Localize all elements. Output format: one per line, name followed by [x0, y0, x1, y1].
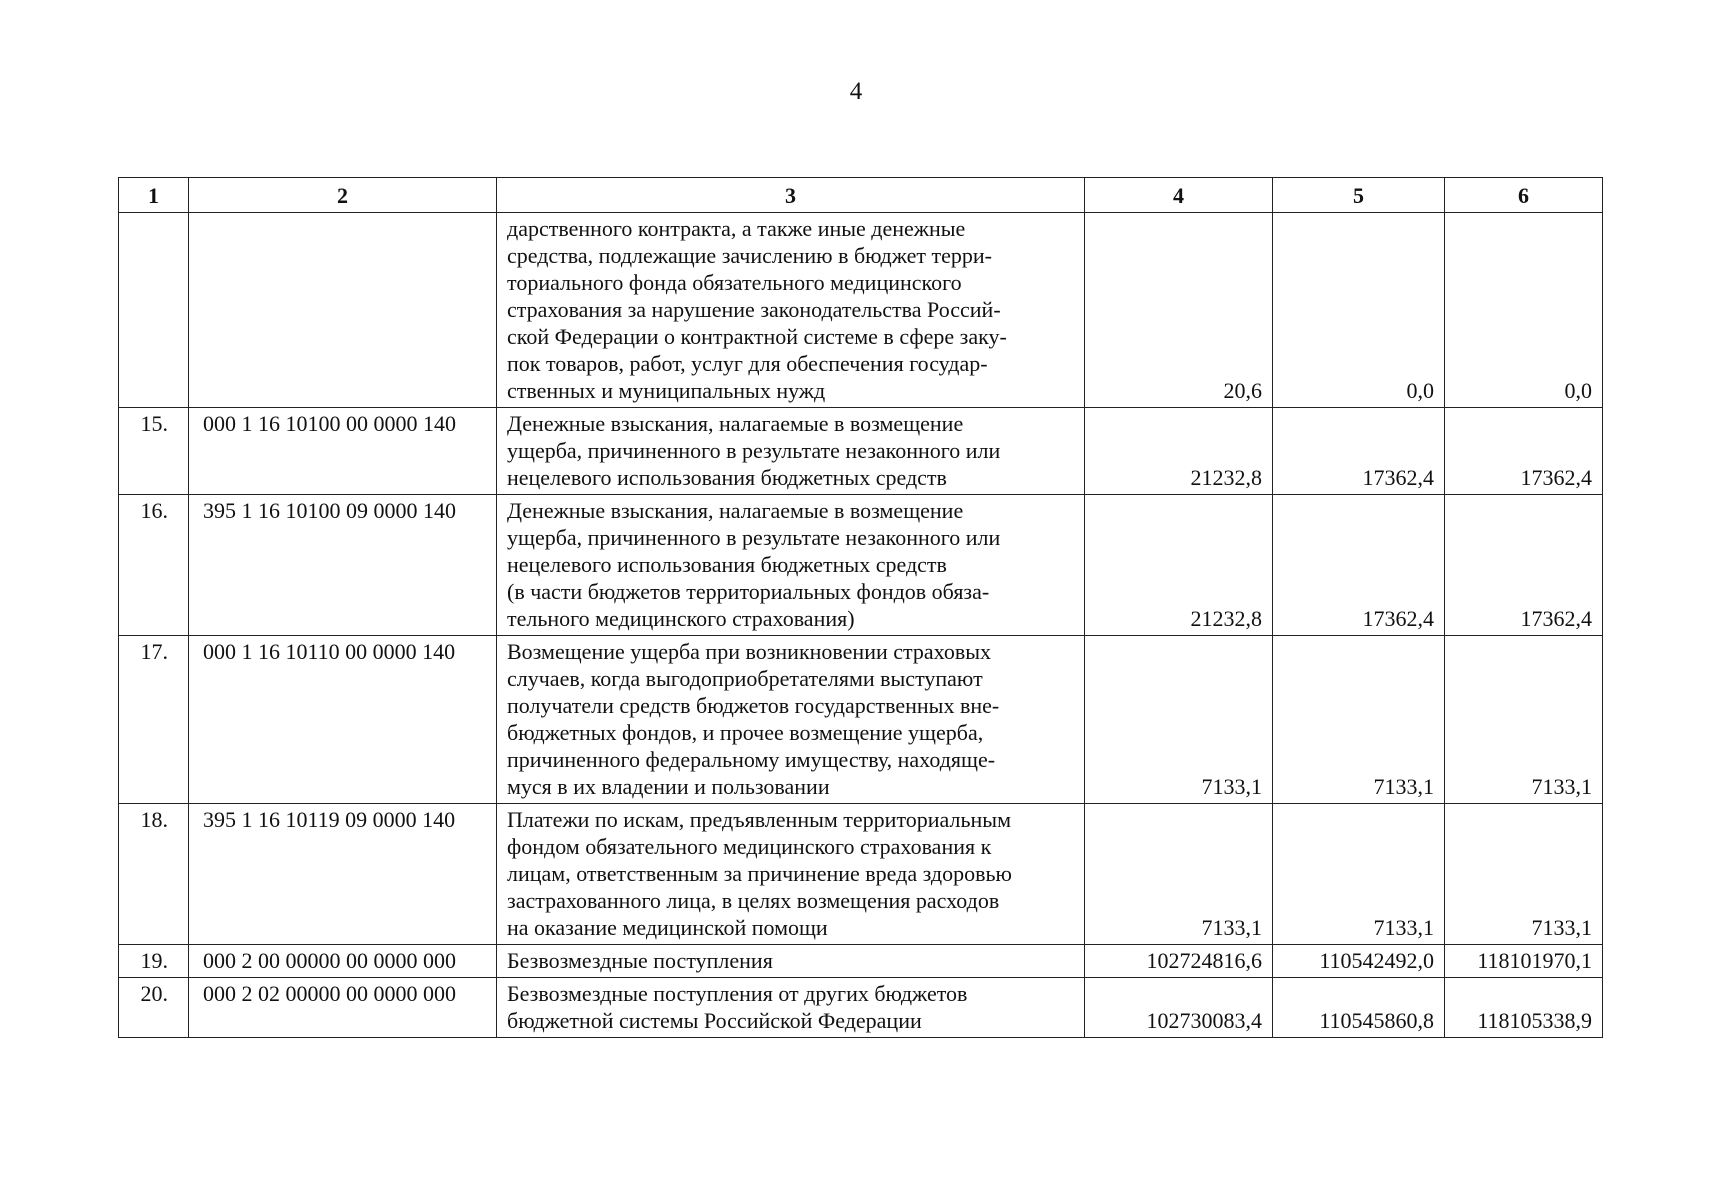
description-line: ториального фонда обязательного медицинского — [507, 270, 962, 295]
value-col-5: 0,0 — [1273, 213, 1445, 408]
value-col-5: 17362,4 — [1273, 495, 1445, 636]
row-number: 15. — [119, 408, 189, 495]
description-line: нецелевого использования бюджетных средств — [507, 552, 947, 577]
value-col-6: 17362,4 — [1445, 495, 1603, 636]
description-line: ущерба, причиненного в результате незаконного или — [507, 525, 1001, 550]
row-number: 20. — [119, 978, 189, 1038]
header-col-2: 2 — [189, 178, 497, 213]
row-description — [497, 213, 1085, 408]
description-line: Платежи по искам, предъявленным территориальным — [507, 807, 1011, 832]
value-col-5: 7133,1 — [1273, 804, 1445, 945]
description-line: причиненного федеральному имуществу, находяще- — [507, 747, 996, 772]
description-line: случаев, когда выгодоприобретателями выступают — [507, 666, 983, 691]
table-header-row — [119, 178, 1603, 213]
value-col-5: 7133,1 — [1273, 636, 1445, 804]
description-line: средства, подлежащие зачислению в бюджет терри- — [507, 243, 992, 268]
classification-code: 000 1 16 10110 00 0000 140 — [189, 636, 497, 804]
description-line: нецелевого использования бюджетных средств — [507, 465, 947, 490]
classification-code: 000 2 02 00000 00 0000 000 — [189, 978, 497, 1038]
description-line: (в части бюджетов территориальных фондов обяза- — [507, 579, 990, 604]
description-line: тельного медицинского страхования) — [507, 606, 855, 631]
table-row — [119, 408, 1603, 495]
description-line: фондом обязательного медицинского страхования к — [507, 834, 992, 859]
value-col-4: 21232,8 — [1085, 408, 1273, 495]
description-line: ущерба, причиненного в результате незаконного или — [507, 438, 1001, 463]
classification-code: 395 1 16 10119 09 0000 140 — [189, 804, 497, 945]
value-col-4: 102724816,6 — [1085, 945, 1273, 978]
row-description — [497, 495, 1085, 636]
header-col-1: 1 — [119, 178, 189, 213]
revenue-table — [118, 177, 1603, 1038]
description-line: дарственного контракта, а также иные денежные — [507, 216, 966, 241]
description-line: получатели средств бюджетов государственных вне- — [507, 693, 1000, 718]
table-row — [119, 978, 1603, 1038]
classification-code: 000 1 16 10100 00 0000 140 — [189, 408, 497, 495]
page-number: 4 — [849, 78, 863, 105]
row-number: 18. — [119, 804, 189, 945]
description-line: Денежные взыскания, налагаемые в возмещение — [507, 411, 964, 436]
value-col-6: 7133,1 — [1445, 636, 1603, 804]
table-row — [119, 636, 1603, 804]
description-line: Безвозмездные поступления — [507, 948, 773, 973]
value-col-4: 102730083,4 — [1085, 978, 1273, 1038]
value-col-4: 20,6 — [1085, 213, 1273, 408]
description-line: Денежные взыскания, налагаемые в возмещение — [507, 498, 964, 523]
description-line: застрахованного лица, в целях возмещения расходов — [507, 888, 1000, 913]
row-description — [497, 804, 1085, 945]
value-col-6: 0,0 — [1445, 213, 1603, 408]
description-line: ственных и муниципальных нужд — [507, 378, 826, 403]
row-description — [497, 408, 1085, 495]
description-line: муся в их владении и пользовании — [507, 774, 830, 799]
description-line: страхования за нарушение законодательства Россий- — [507, 297, 1001, 322]
header-col-4: 4 — [1085, 178, 1273, 213]
description-line: Возмещение ущерба при возникновении страховых — [507, 639, 991, 664]
row-number — [119, 213, 189, 408]
description-line: лицам, ответственным за причинение вреда здоровью — [507, 861, 1012, 886]
classification-code: 395 1 16 10100 09 0000 140 — [189, 495, 497, 636]
value-col-6: 17362,4 — [1445, 408, 1603, 495]
value-col-6: 7133,1 — [1445, 804, 1603, 945]
row-description — [497, 636, 1085, 804]
description-line: на оказание медицинской помощи — [507, 915, 828, 940]
row-number: 17. — [119, 636, 189, 804]
value-col-4: 7133,1 — [1085, 804, 1273, 945]
description-line: бюджетных фондов, и прочее возмещение ущерба, — [507, 720, 984, 745]
value-col-5: 17362,4 — [1273, 408, 1445, 495]
table-row — [119, 945, 1603, 978]
value-col-6: 118101970,1 — [1445, 945, 1603, 978]
header-col-6: 6 — [1445, 178, 1603, 213]
table-row — [119, 495, 1603, 636]
value-col-5: 110542492,0 — [1273, 945, 1445, 978]
row-description — [497, 978, 1085, 1038]
classification-code — [189, 213, 497, 408]
row-description — [497, 945, 1085, 978]
description-line: ской Федерации о контрактной системе в сфере заку- — [507, 324, 1007, 349]
row-number: 19. — [119, 945, 189, 978]
description-line: бюджетной системы Российской Федерации — [507, 1008, 922, 1033]
header-col-3: 3 — [497, 178, 1085, 213]
classification-code: 000 2 00 00000 00 0000 000 — [189, 945, 497, 978]
value-col-5: 110545860,8 — [1273, 978, 1445, 1038]
table-row — [119, 213, 1603, 408]
description-line: пок товаров, работ, услуг для обеспечения государ- — [507, 351, 988, 376]
value-col-4: 21232,8 — [1085, 495, 1273, 636]
row-number: 16. — [119, 495, 189, 636]
value-col-6: 118105338,9 — [1445, 978, 1603, 1038]
header-col-5: 5 — [1273, 178, 1445, 213]
table-row — [119, 804, 1603, 945]
value-col-4: 7133,1 — [1085, 636, 1273, 804]
description-line: Безвозмездные поступления от других бюджетов — [507, 981, 968, 1006]
